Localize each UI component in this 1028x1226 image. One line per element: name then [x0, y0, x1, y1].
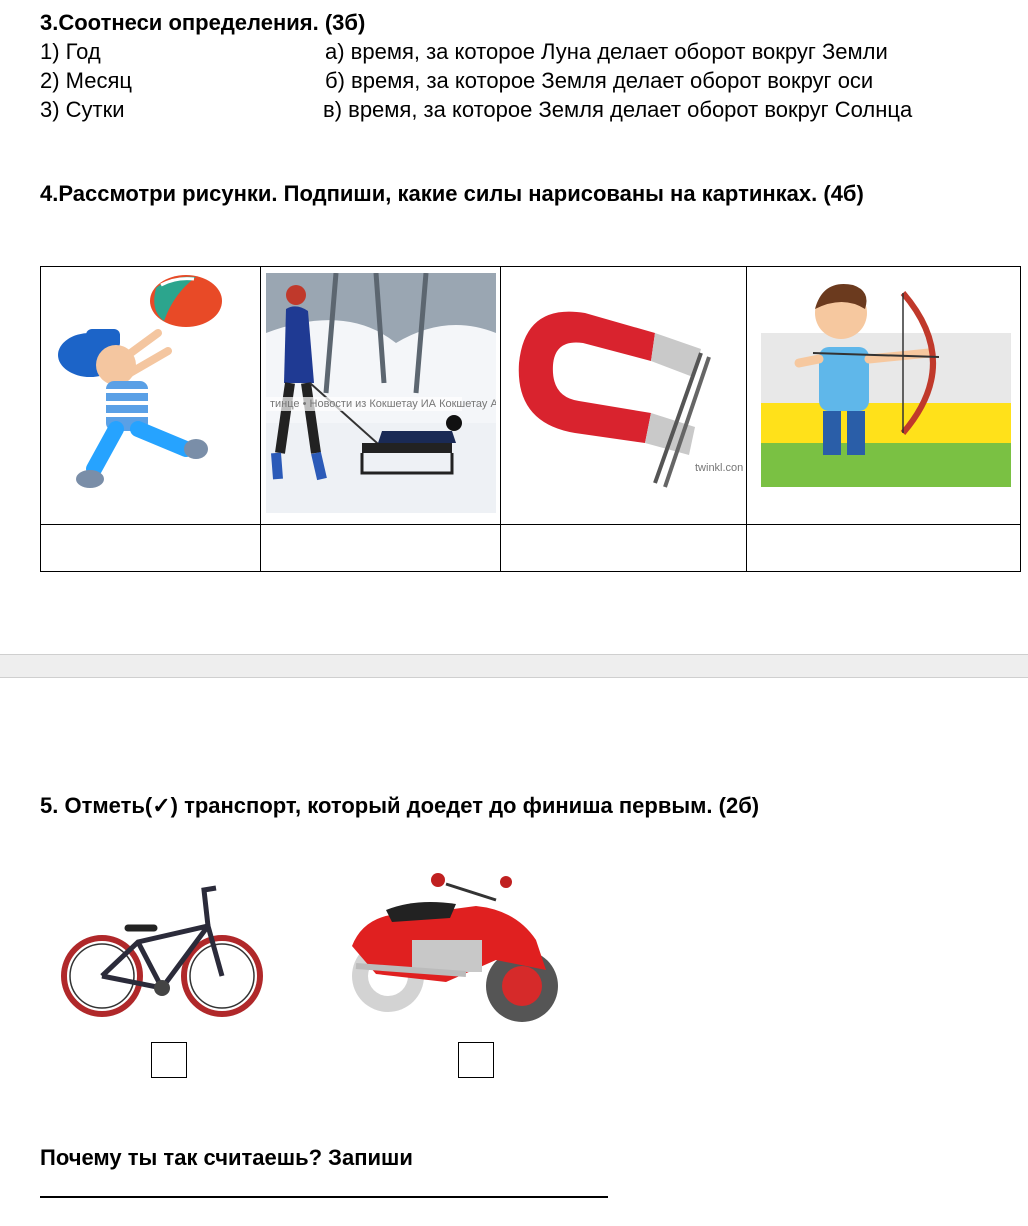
answer-cell-4[interactable]	[747, 525, 1021, 572]
forces-table	[40, 266, 1021, 572]
cell-boy-ball	[41, 267, 261, 525]
answer-line[interactable]	[40, 1196, 608, 1198]
cell-sled	[261, 267, 501, 525]
task3-title: 3.Соотнеси определения. (3б)	[40, 10, 366, 35]
magnet-image	[505, 273, 743, 513]
page-break	[0, 654, 1028, 678]
term-year: 1) Год	[40, 39, 101, 64]
definition-b: б) время, за которое Земля делает оборот вокруг оси	[325, 68, 874, 93]
checkbox-motorcycle[interactable]	[458, 1042, 494, 1078]
answer-cell-3[interactable]	[501, 525, 747, 572]
bicycle-image	[58, 884, 268, 1024]
task4-title: 4.Рассмотри рисунки. Подпиши, какие силы нарисованы на картинках. (4б)	[40, 181, 864, 206]
magnet-watermark: twinkl.con	[694, 462, 743, 474]
cell-magnet	[501, 267, 747, 525]
motorcycle-image	[346, 870, 566, 1026]
sled-watermark: тинце • Новости из Кокшетау ИА Кокшетау Азия	[269, 398, 496, 410]
answer-cell-1[interactable]	[41, 525, 261, 572]
answer-cell-2[interactable]	[261, 525, 501, 572]
checkbox-bicycle[interactable]	[151, 1042, 187, 1078]
term-day: 3) Сутки	[40, 97, 125, 122]
cell-archer	[747, 267, 1021, 525]
definition-a: а) время, за которое Луна делает оборот вокруг Земли	[325, 39, 888, 64]
archer-image	[753, 273, 1015, 513]
definition-c: в) время, за которое Земля делает оборот вокруг Солнца	[323, 97, 913, 122]
boy-ball-image	[46, 273, 256, 513]
task5-title: 5. Отметь(✓) транспорт, который доедет до финиша первым. (2б)	[40, 793, 760, 818]
why-question: Почему ты так считаешь? Запиши	[40, 1145, 413, 1170]
term-month: 2) Месяц	[40, 68, 132, 93]
sled-image	[266, 273, 496, 513]
